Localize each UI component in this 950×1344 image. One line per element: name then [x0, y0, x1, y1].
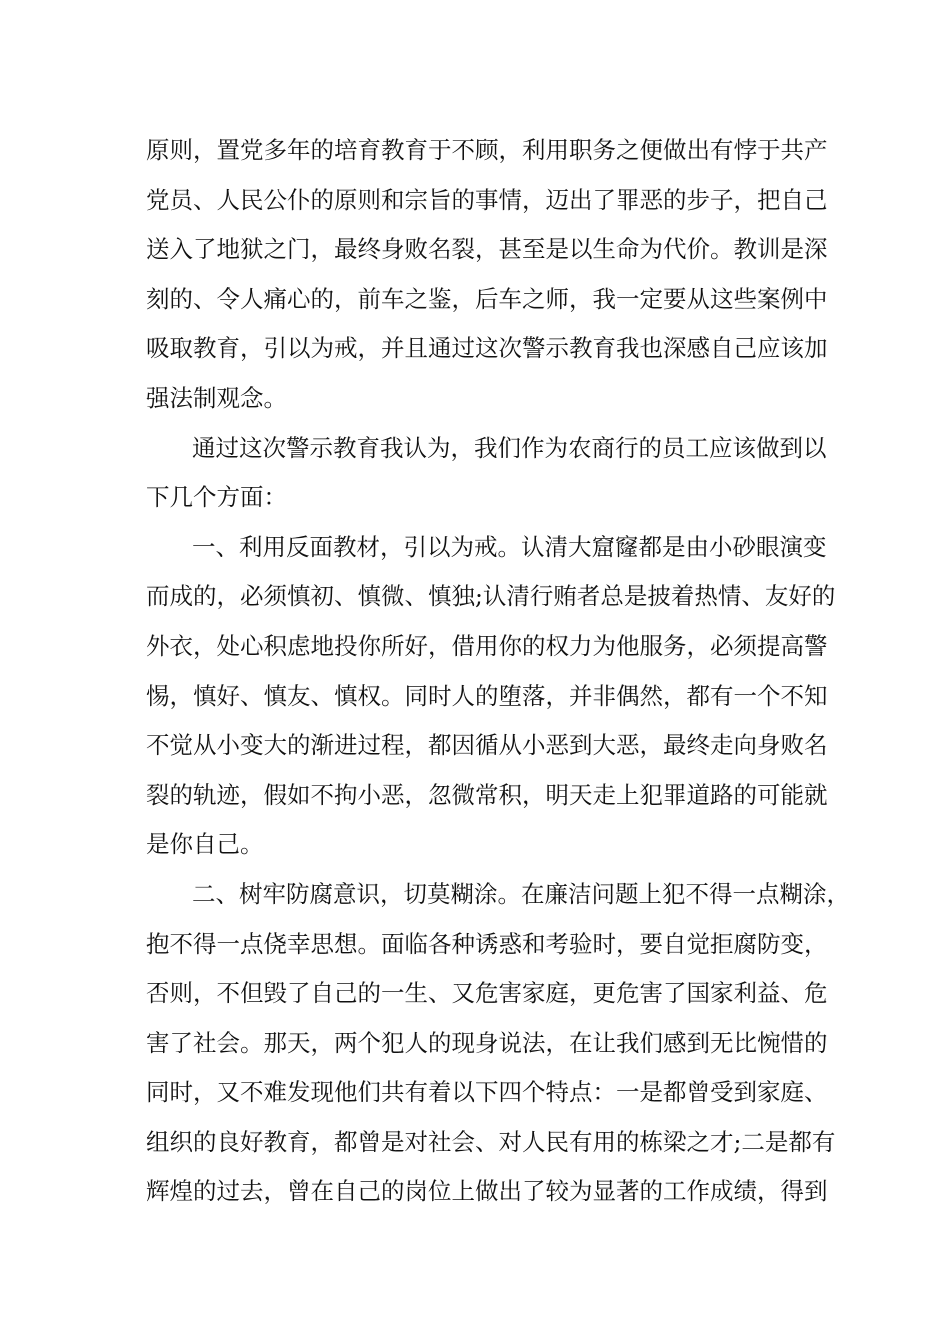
text-line: 组织的良好教育，都曾是对社会、对人民有用的栋梁之才;二是都有 — [146, 1127, 836, 1156]
text-line: 一、利用反面教材，引以为戒。认清大窟窿都是由小砂眼演变 — [192, 532, 827, 561]
text-line: 原则，置党多年的培育教育于不顾，利用职务之便做出有悖于共产 — [146, 136, 828, 164]
text-line: 通过这次警示教育我认为，我们作为农商行的员工应该做到以 — [192, 433, 827, 462]
text-line: 吸取教育，引以为戒，并且通过这次警示教育我也深感自己应该加 — [146, 334, 828, 363]
text-line: 裂的轨迹，假如不拘小恶，忽微常积，明天走上犯罪道路的可能就 — [146, 780, 828, 809]
text-line: 同时，又不难发现他们共有着以下四个特点：一是都曾受到家庭、 — [146, 1078, 828, 1107]
text-line: 党员、人民公仆的原则和宗旨的事情，迈出了罪恶的步子，把自己 — [146, 185, 828, 214]
text-line: 送入了地狱之门，最终身败名裂，甚至是以生命为代价。教训是深 — [146, 235, 828, 264]
text-line: 惕，慎好、慎友、慎权。同时人的堕落，并非偶然，都有一个不知 — [146, 681, 828, 710]
text-line: 抱不得一点侥幸思想。面临各种诱惑和考验时，要自觉拒腐防变， — [146, 929, 828, 958]
text-line: 二、树牢防腐意识，切莫糊涂。在廉洁问题上犯不得一点糊涂， — [192, 879, 850, 908]
document-body — [146, 126, 850, 1217]
text-line: 而成的，必须慎初、慎微、慎独;认清行贿者总是披着热情、友好的 — [146, 582, 836, 611]
text-line: 辉煌的过去，曾在自己的岗位上做出了较为显著的工作成绩，得到 — [146, 1177, 828, 1206]
text-line: 强法制观念。 — [146, 383, 287, 412]
text-line: 是你自己。 — [146, 830, 264, 859]
text-line: 害了社会。那天，两个犯人的现身说法，在让我们感到无比惋惜的 — [146, 1028, 828, 1057]
text-line: 刻的、令人痛心的，前车之鉴，后车之师，我一定要从这些案例中 — [146, 284, 828, 313]
text-line: 外衣，处心积虑地投你所好，借用你的权力为他服务，必须提高警 — [146, 631, 828, 660]
text-line: 下几个方面： — [146, 483, 287, 512]
text-line: 不觉从小变大的渐进过程，都因循从小恶到大恶，最终走向身败名 — [146, 731, 828, 760]
text-line: 否则，不但毁了自己的一生、又危害家庭，更危害了国家利益、危 — [146, 979, 828, 1008]
